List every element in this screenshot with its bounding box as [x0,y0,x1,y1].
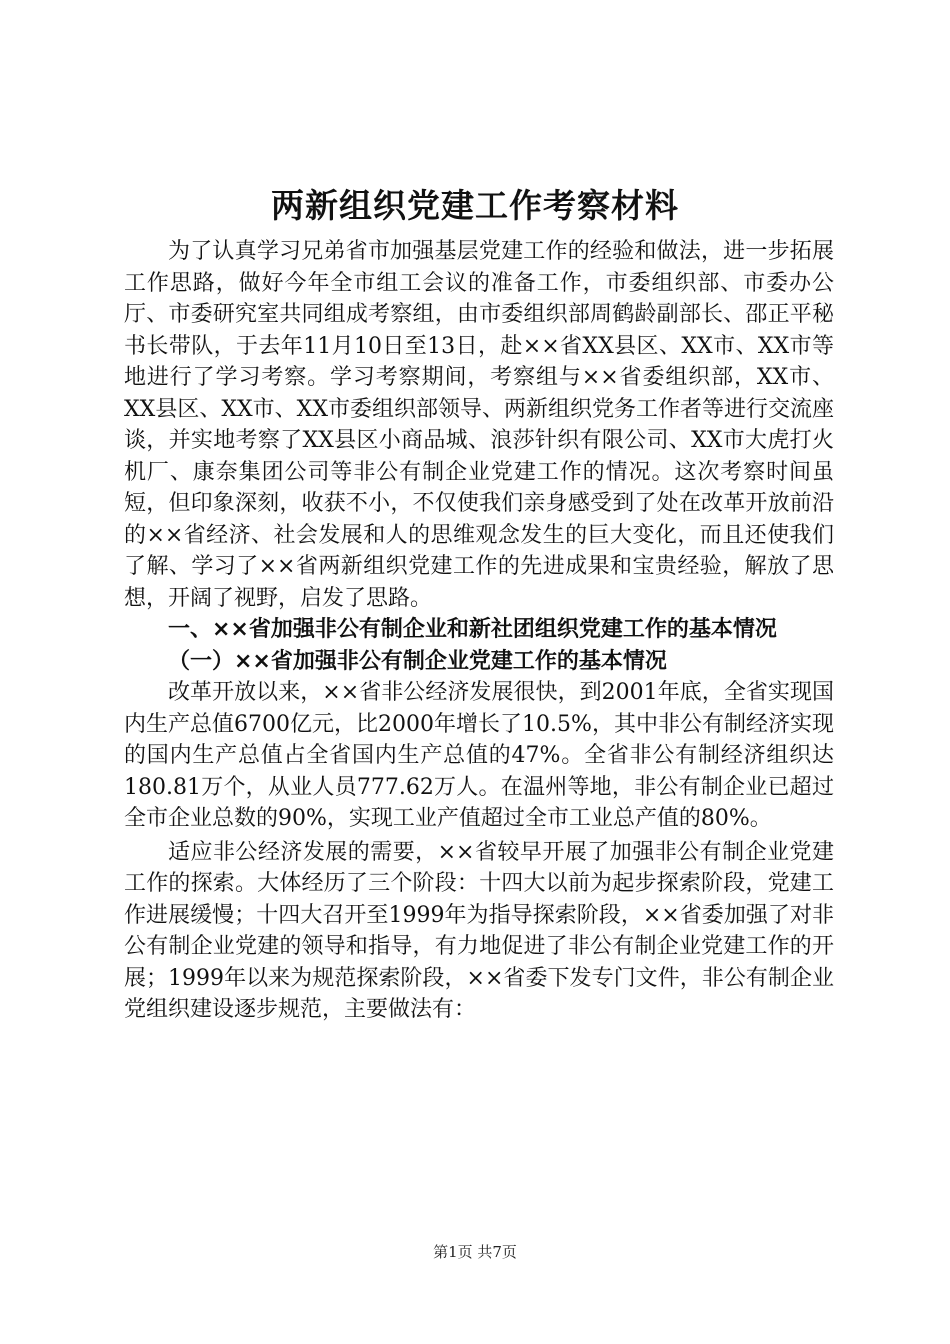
intro-paragraph: 为了认真学习兄弟省市加强基层党建工作的经验和做法，进一步拓展工作思路，做好今年全市组工会议的准备工作，市委组织部、市委办公厅、市委研究室共同组成考察组，由市委组织部周鹤龄副部长、邵正平秘书长带队，于去年11月10日至13日，赴××省XX县区、XX市、XX市等地进行了学习考察。学习考察期间，考察组与××省委组织部，XX市、XX县区、XX市、XX市委组织部领导、两新组织党务工作者等进行交流座谈，并实地考察了XX县区小商品城、浪莎针织有限公司、XX市大虎打火机厂、康奈集团公司等非公有制企业党建工作的情况。这次考察时间虽短，但印象深刻，收获不小，不仅使我们亲身感受到了处在改革开放前沿的××省经济、社会发展和人的思维观念发生的巨大变化，而且还使我们了解、学习了××省两新组织党建工作的先进成果和宝贵经验，解放了思想，开阔了视野，启发了思路。 [124,239,834,611]
page-indicator: 第1页 共7页 [433,1243,517,1261]
subsection-heading-1: （一）××省加强非公有制企业党建工作的基本情况 [168,648,667,674]
document-body [124,236,834,1026]
section-heading-1: 一、××省加强非公有制企业和新社团组织党建工作的基本情况 [168,617,777,642]
body-paragraph-stages: 适应非公经济发展的需要，××省较早开展了加强非公有制企业党建工作的探索。大体经历了三个阶段：十四大以前为起步探索阶段，党建工作进展缓慢；十四大召开至1999年为指导探索阶段，××省委加强了对非公有制企业党建的领导和指导，有力地促进了非公有制企业党建工作的开展；1999年以来为规范探索阶段，××省委下发专门文件，非公有制企业党组织建设逐步规范，主要做法有： [124,839,834,1022]
document-title: 两新组织党建工作考察材料 [271,186,679,225]
body-paragraph-economy: 改革开放以来，××省非公经济发展很快，到2001年底，全省实现国内生产总值6700亿元，比2000年增长了10.5%，其中非公有制经济实现的国内生产总值占全省国内生产总值的47%。全省非公有制经济组织达180.81万个，从业人员777.62万人。在温州等地，非公有制企业已超过全市企业总数的90%，实现工业产值超过全市工业总产值的80%。 [124,680,834,831]
